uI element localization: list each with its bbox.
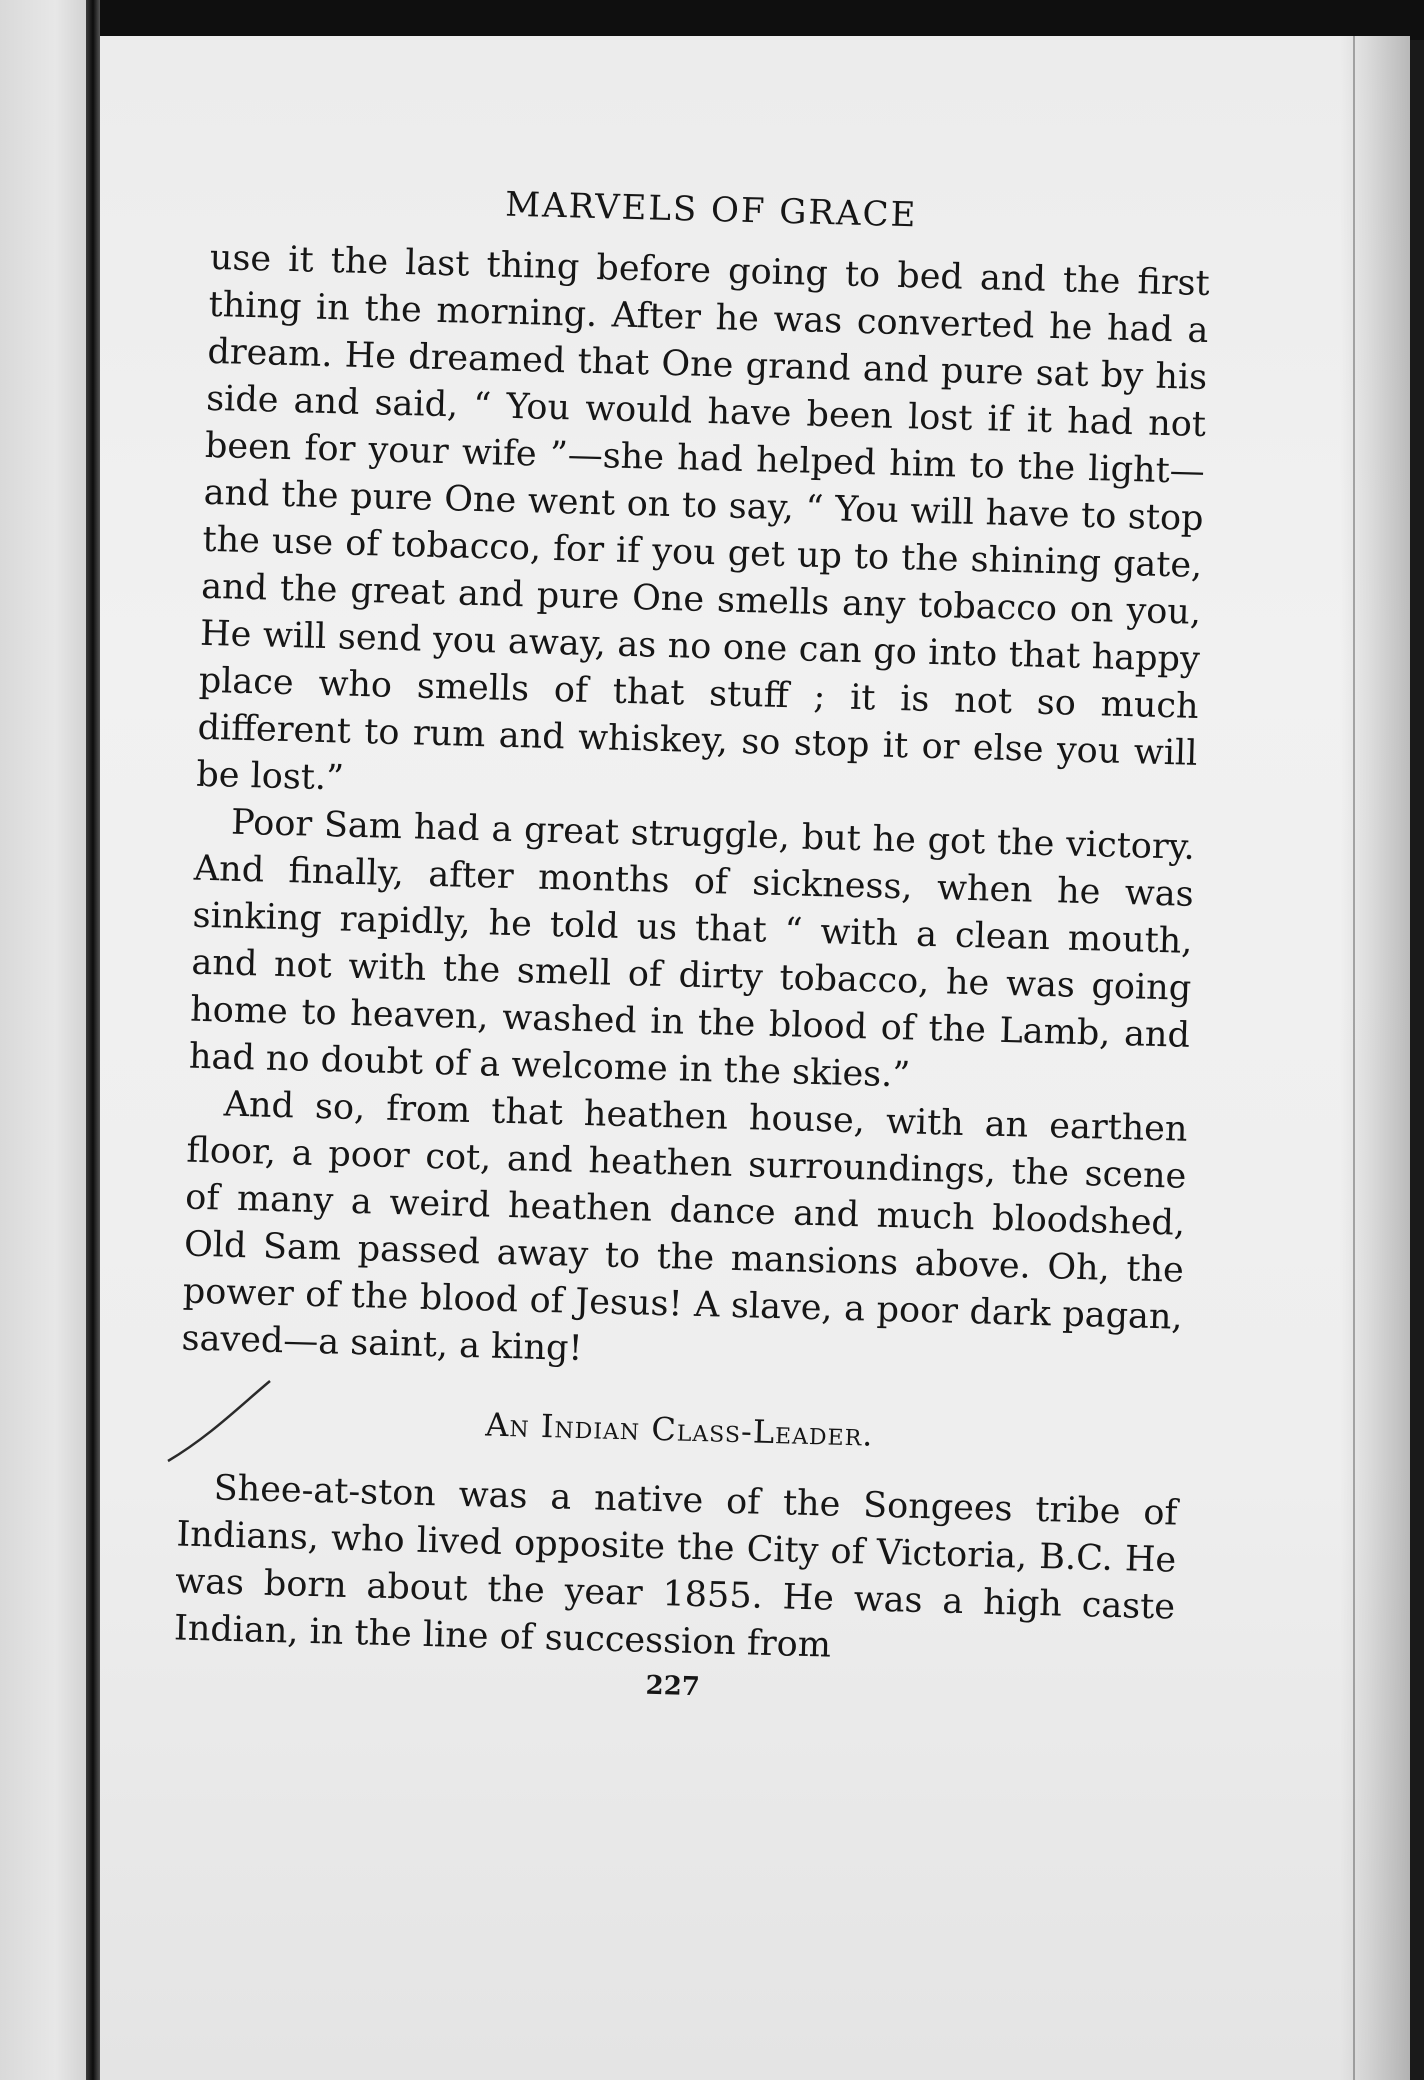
book-gutter: [86, 0, 100, 2080]
paragraph: Shee-at-ston was a native of the Songees tribe of Indians, who lived opposite the City of Victoria, B.C. He was born about the year 1855. He was a high caste Indian, in the line of succession from: [173, 1468, 1178, 1666]
page-fold-line: [1353, 36, 1355, 2080]
page-shadow: [1340, 36, 1410, 2080]
pen-stroke-mark: [160, 1376, 280, 1466]
facing-page-edge: [0, 0, 92, 2080]
section-body-text: [173, 1464, 1178, 1678]
book-page: [100, 36, 1410, 2080]
scan-border-top: [0, 0, 1424, 40]
paragraph-continued: use it the last thing before going to bed and the first thing in the morning. After he was converted he had a dream. He dreamed that One grand and pure sat by his side and said, “ You would have been lost if it had not been for your wife ”—she had helped him to the light—and the pure One went on to say, “ You will have to stop the use of tobacco, for if you get up to the shining gate, and the great and pure One smells any tobacco on you, He will send you away, as no one can go into that happy place who smells of that stuff ; it is not so much different to rum and whiskey, so stop it or else you will be lost.”: [195, 237, 1211, 799]
running-head: MARVELS OF GRACE: [504, 184, 918, 236]
page-content: [172, 173, 1211, 1715]
paragraph: Poor Sam had a great struggle, but he got the victory. And finally, after months of sickness, when he was sinking rapidly, he told us that “ with a clean mouth, and not with the smell of dirty tobacco, he was going home to heaven, washed in the blood of the Lamb, and had no doubt of a welcome in the skies.”: [188, 802, 1196, 1096]
paragraph: And so, from that heathen house, with an earthen floor, a poor cot, and heathen surroundings, the scene of many a weird heathen dance and much bloodshed, Old Sam passed away to the mansions above. Oh, the power of the blood of Jesus! A slave, a poor dark pagan, saved—a saint, a king!: [181, 1084, 1188, 1370]
body-text: [181, 235, 1210, 1389]
page-number: 227: [645, 1670, 701, 1703]
section-heading: An Indian Class-Leader.: [484, 1405, 874, 1454]
